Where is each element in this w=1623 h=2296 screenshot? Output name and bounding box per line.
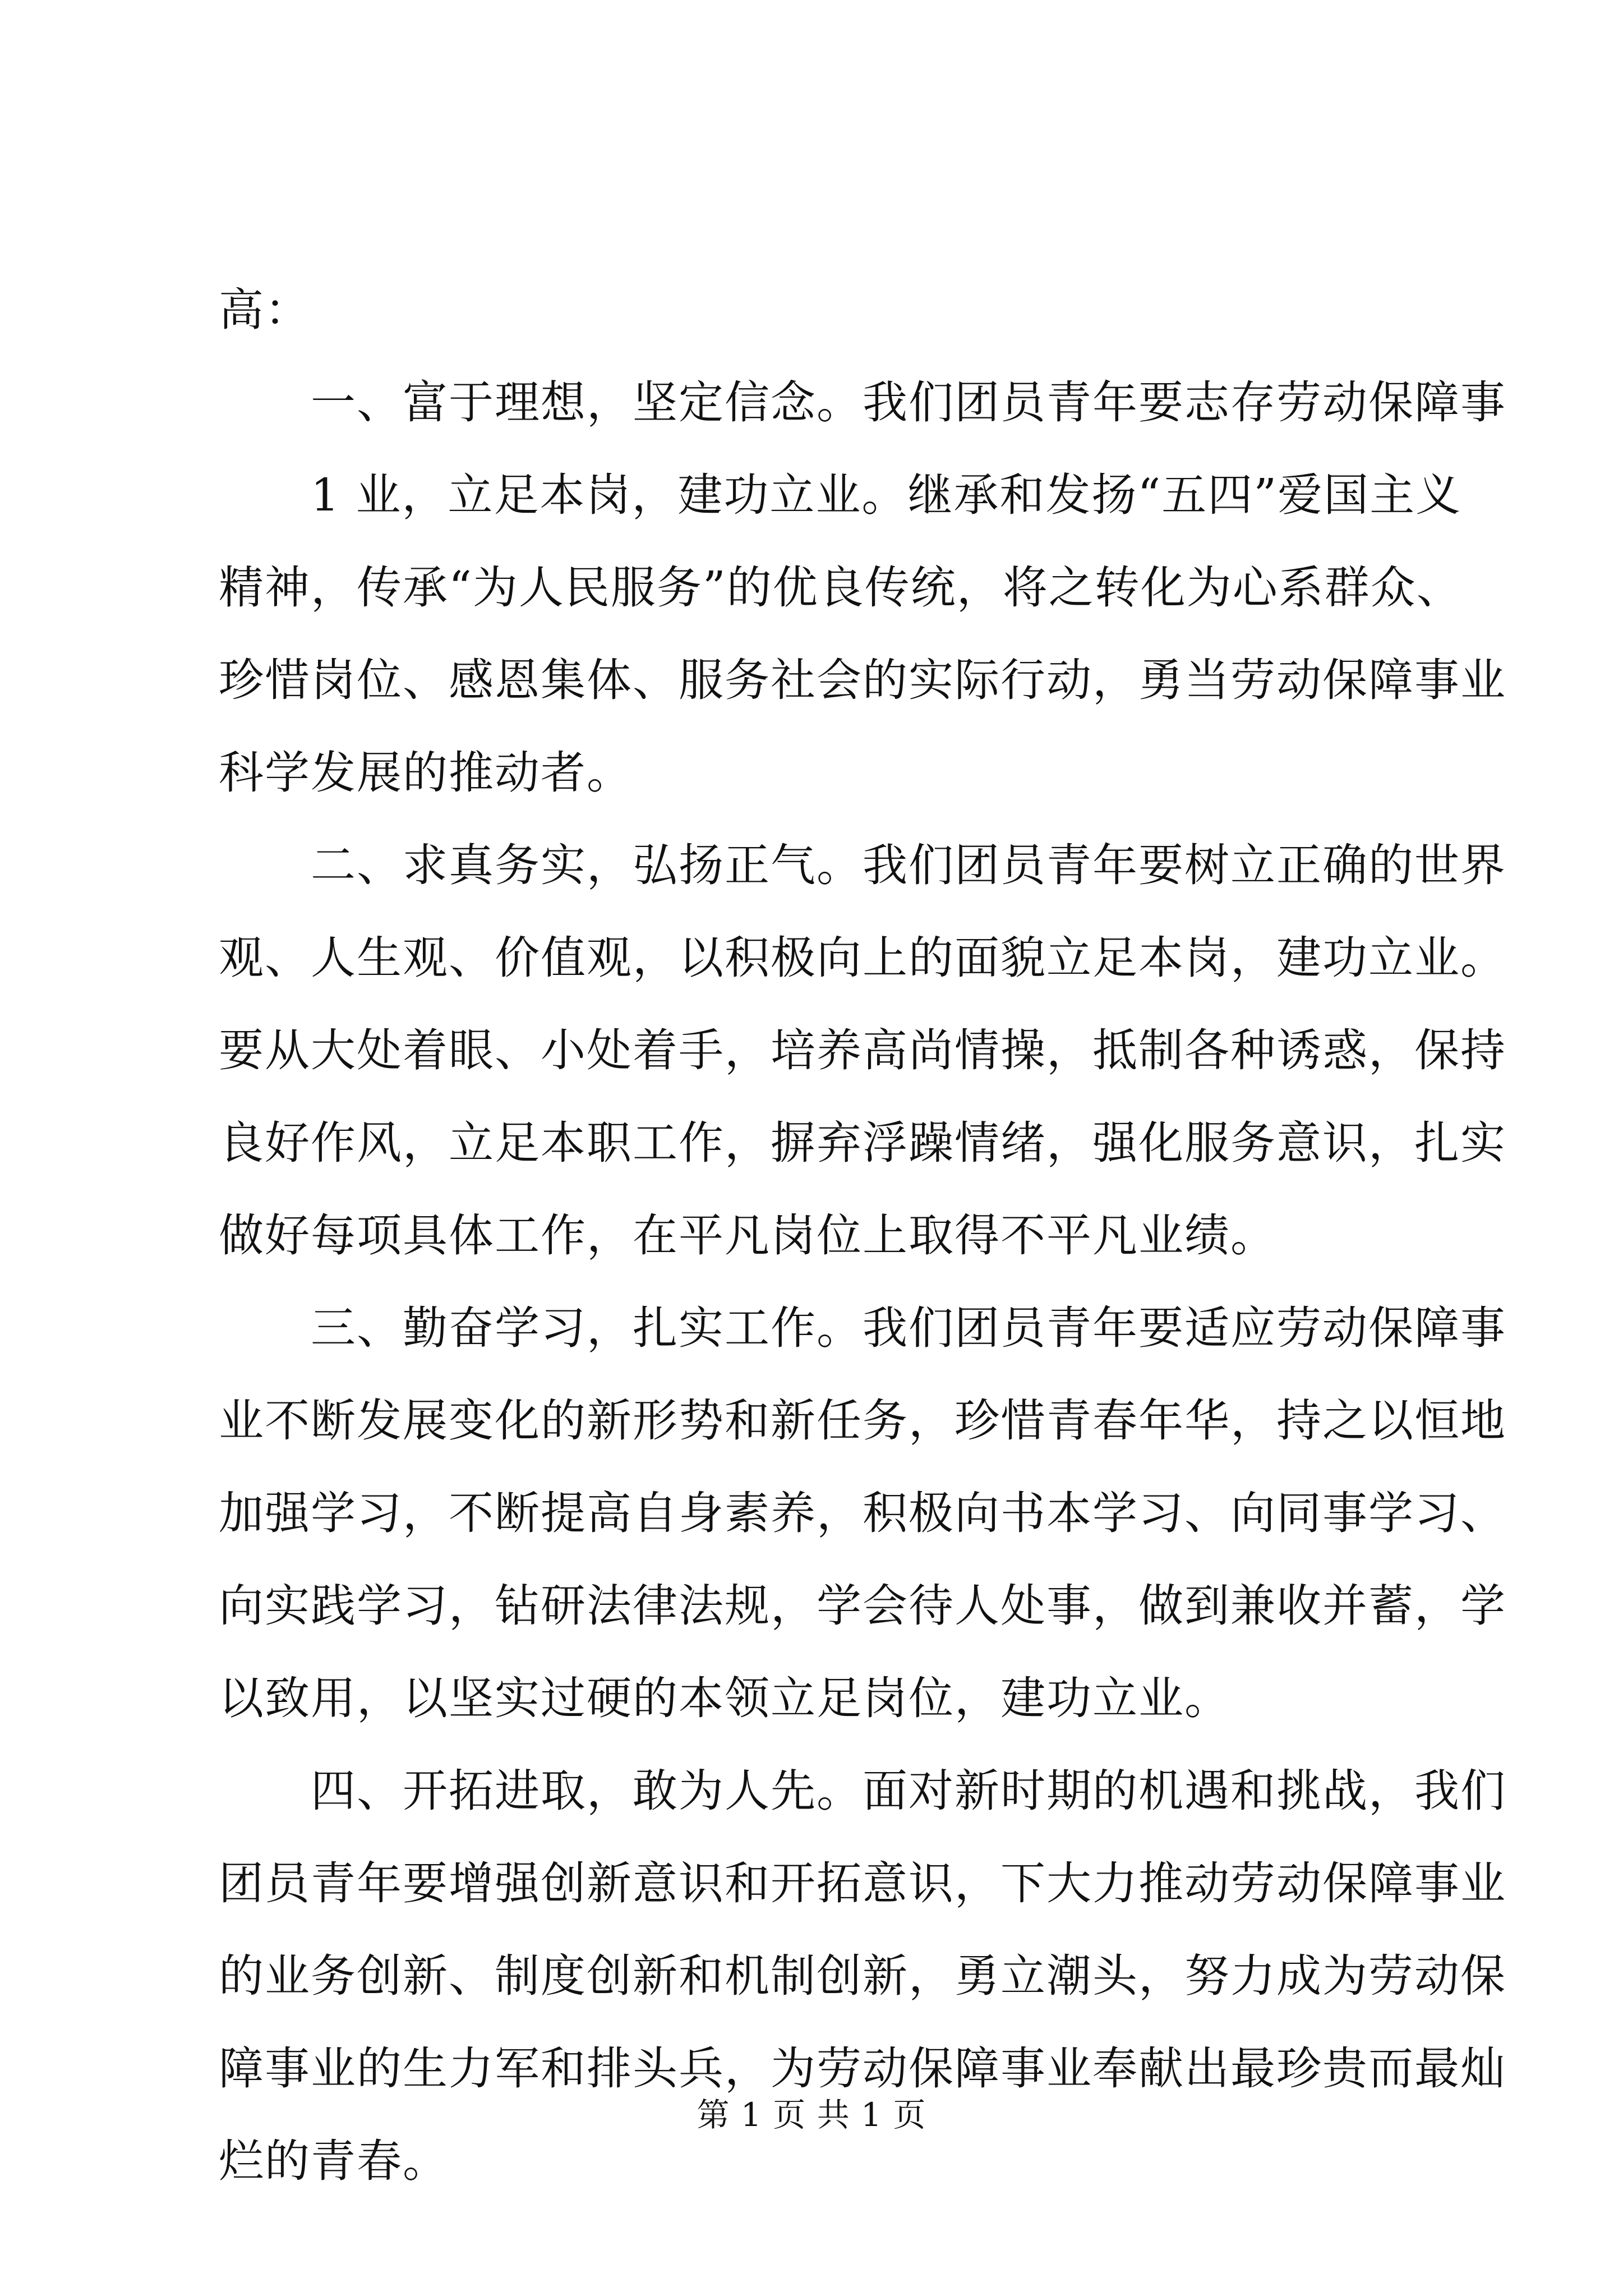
paragraph-1-line: 一、富于理想，坚定信念。我们团员青年要志存劳动保障事	[311, 376, 1506, 429]
paragraph-4-line: 烂的青春。	[219, 2135, 449, 2187]
paragraph-2-line: 要从大处着眼、小处着手，培养高尚情操，抵制各种诱惑，保持	[219, 1024, 1506, 1076]
paragraph-2-line: 观、人生观、价值观，以积极向上的面貌立足本岗，建功立业。	[219, 932, 1506, 984]
page-number-label: 第 1 页 共 1 页	[697, 2096, 926, 2134]
paragraph-1-line: 科学发展的推动者。	[219, 747, 633, 799]
paragraph-3-line: 三、勤奋学习，扎实工作。我们团员青年要适应劳动保障事	[311, 1302, 1506, 1354]
paragraph-3-line: 以致用，以坚实过硬的本领立足岗位，建功立业。	[219, 1672, 1230, 1724]
paragraph-4-line: 的业务创新、制度创新和机制创新，勇立潮头，努力成为劳动保	[219, 1950, 1506, 2002]
paragraph-4-line: 障事业的生力军和排头兵，为劳动保障事业奉献出最珍贵而最灿	[219, 2042, 1506, 2095]
paragraph-1-line: 珍惜岗位、感恩集体、服务社会的实际行动，勇当劳动保障事业	[219, 654, 1506, 706]
paragraph-2-line: 二、求真务实，弘扬正气。我们团员青年要树立正确的世界	[311, 839, 1506, 891]
paragraph-3-line: 向实践学习，钻研法律法规，学会待人处事，做到兼收并蓄，学	[219, 1580, 1506, 1632]
paragraph-3-line: 加强学习，不断提高自身素养，积极向书本学习、向同事学习、	[219, 1487, 1506, 1539]
paragraph-4-line: 四、开拓进取，敢为人先。面对新时期的机遇和挑战，我们	[311, 1765, 1506, 1817]
page-footer	[0, 2092, 1623, 2137]
paragraph-3-line: 业不断发展变化的新形势和新任务，珍惜青春年华，持之以恒地	[219, 1395, 1506, 1447]
document-body	[219, 264, 1506, 2207]
text-line: 高：	[219, 284, 311, 336]
paragraph-4-line: 团员青年要增强创新意识和开拓意识，下大力推动劳动保障事业	[219, 1857, 1506, 1910]
paragraph-1-line: 精神，传承“为人民服务”的优良传统，将之转化为心系群众、	[219, 562, 1463, 614]
paragraph-2-line: 良好作风，立足本职工作，摒弃浮躁情绪，强化服务意识，扎实	[219, 1117, 1506, 1169]
paragraph-1-line: 1 业，立足本岗，建功立业。继承和发扬“五四”爱国主义	[311, 469, 1462, 521]
paragraph-2-line: 做好每项具体工作，在平凡岗位上取得不平凡业绩。	[219, 1209, 1276, 1262]
